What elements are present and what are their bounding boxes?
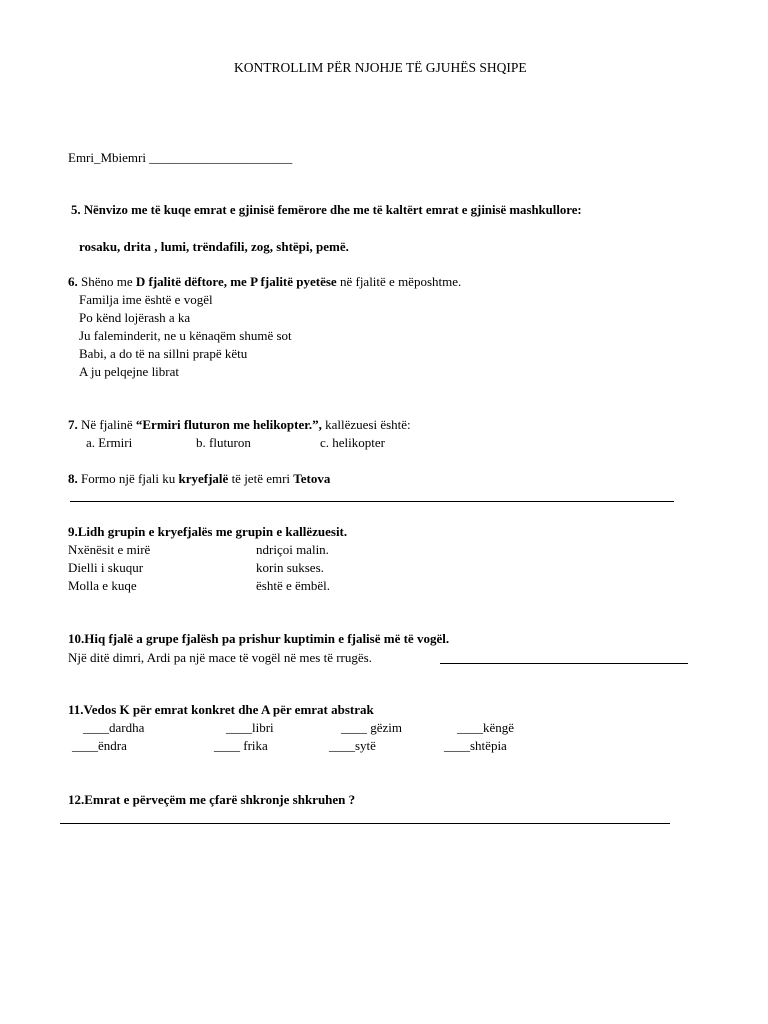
question-9-left-item: Molla e kuqe xyxy=(68,578,137,593)
question-6-prefix: Shëno me xyxy=(77,274,136,289)
question-10-sentence: Një ditë dimri, Ardi pa një mace të vogël në mes të rrugës. xyxy=(68,650,372,665)
question-11-item: ____ frika xyxy=(214,738,268,753)
question-6-sentence: Po kënd lojërash a ka xyxy=(79,310,191,325)
question-8-number: 8. xyxy=(68,471,78,486)
question-6-number: 6. xyxy=(68,274,78,289)
question-8-bold-2: Tetova xyxy=(293,471,331,486)
question-11-item: ____dardha xyxy=(83,720,145,735)
question-6-suffix: në fjalitë e mëposhtme. xyxy=(336,274,462,289)
question-6-sentence: Babi, a do të na sillni prapë këtu xyxy=(79,346,248,361)
question-5-words: rosaku, drita , lumi, trëndafili, zog, shtëpi, pemë. xyxy=(79,239,349,254)
question-6-sentence: Familja ime është e vogël xyxy=(79,292,213,307)
question-7-suffix: kallëzuesi është: xyxy=(321,417,411,432)
question-9-left-item: Nxënësit e mirë xyxy=(68,542,151,557)
question-7-number: 7. xyxy=(68,417,78,432)
question-11-item: ____ gëzim xyxy=(341,720,403,735)
name-line: ______________________ xyxy=(149,150,293,165)
question-11-title: 11.Vedos K për emrat konkret dhe A për emrat abstrak xyxy=(68,702,374,717)
question-6-bold: D fjalitë dëftore, me P fjalitë pyetëse xyxy=(135,274,337,289)
question-5-text xyxy=(71,202,582,218)
question-8-answer-line[interactable] xyxy=(70,501,674,502)
question-10-title: 10.Hiq fjalë a grupe fjalësh pa prishur kuptimin e fjalisë më të vogël. xyxy=(68,631,450,646)
page-title: KONTROLLIM PËR NJOHJE TË GJUHËS SHQIPE xyxy=(234,60,527,75)
question-8-text xyxy=(68,471,330,487)
question-11-item: ____këngë xyxy=(457,720,515,735)
question-7-bold: “Ermiri fluturon me helikopter.”, xyxy=(135,417,322,432)
question-10-answer-line[interactable] xyxy=(440,663,688,664)
question-8-bold-1: kryefjalë xyxy=(178,471,229,486)
question-7-text xyxy=(68,417,411,433)
question-9-right-item: është e ëmbël. xyxy=(256,578,330,593)
question-11-item: ____sytë xyxy=(329,738,376,753)
question-7-option-b: b. fluturon xyxy=(196,435,251,450)
question-6-sentence: A ju pelqejne librat xyxy=(79,364,180,379)
question-9-title: 9.Lidh grupin e kryefjalës me grupin e kallëzuesit. xyxy=(68,524,348,539)
question-11-item: ____ëndra xyxy=(72,738,127,753)
question-8-middle: të jetë emri xyxy=(228,471,294,486)
question-5-instruction: Nënvizo me të kuqe emrat e gjinisë femërore dhe me të kaltërt emrat e gjinisë mashkullore: xyxy=(83,203,582,217)
question-11-item: ____libri xyxy=(226,720,274,735)
question-9-left-item: Dielli i skuqur xyxy=(68,560,144,575)
name-label: Emri_Mbiemri xyxy=(68,150,146,165)
question-9-right-item: ndriçoi malin. xyxy=(256,542,329,557)
question-7-option-c: c. helikopter xyxy=(320,435,385,450)
question-7-option-a: a. Ermiri xyxy=(86,435,133,450)
question-12-title: 12.Emrat e përveçëm me çfarë shkronje shkruhen ? xyxy=(68,792,356,807)
question-7-prefix: Në fjalinë xyxy=(77,417,136,432)
question-5-number: 5. xyxy=(71,203,81,217)
question-12-answer-line[interactable] xyxy=(60,823,670,824)
question-8-prefix: Formo një fjali ku xyxy=(77,471,179,486)
question-6-text xyxy=(68,274,461,290)
question-9-right-item: korin sukses. xyxy=(256,560,324,575)
question-11-item: ____shtëpia xyxy=(444,738,507,753)
name-field-label xyxy=(68,150,292,166)
question-6-sentence: Ju faleminderit, ne u kënaqëm shumë sot xyxy=(79,328,292,343)
